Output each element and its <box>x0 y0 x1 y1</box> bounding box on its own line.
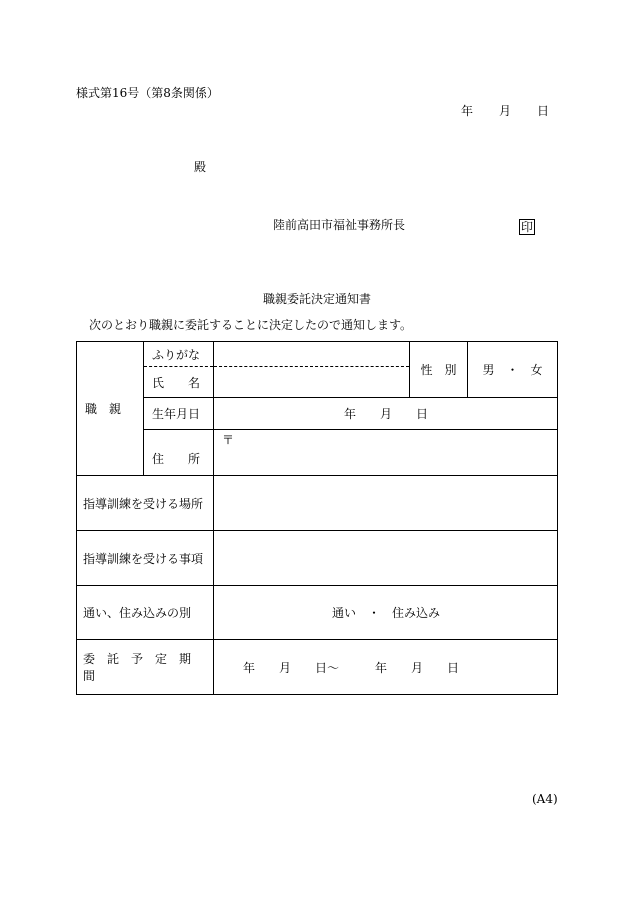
training-place-label-cell <box>77 476 214 531</box>
furigana-field[interactable] <box>214 342 410 367</box>
addressee-suffix: 殿 <box>194 160 207 174</box>
training-place-field[interactable] <box>214 476 558 531</box>
commute-options-field[interactable] <box>214 586 558 640</box>
period-label: 委 託 予 定 期 間 <box>83 652 204 683</box>
commute-options[interactable]: 通い ・ 住み込み <box>332 606 441 620</box>
form-table <box>76 341 558 695</box>
seal-text: 印 <box>521 220 534 234</box>
commute-label-cell <box>77 586 214 640</box>
commute-label: 通い、住み込みの別 <box>83 606 192 620</box>
training-items-label: 指導訓練を受ける事項 <box>83 551 204 566</box>
paper-size: (A4) <box>532 792 558 806</box>
birthdate-label-cell <box>144 398 214 430</box>
training-place-label: 指導訓練を受ける場所 <box>83 496 204 511</box>
seal-mark <box>519 216 535 235</box>
issue-date-day: 日 <box>536 104 549 118</box>
address-label: 住 所 <box>152 452 201 466</box>
furigana-label: ふりがな <box>152 347 201 362</box>
sex-label-cell <box>410 342 468 398</box>
issue-date <box>461 104 549 118</box>
period-field[interactable] <box>214 640 558 695</box>
issue-date-year: 年 <box>461 104 474 118</box>
birthdate-value: 年 月 日 <box>344 407 429 421</box>
birthdate-field[interactable] <box>214 398 558 430</box>
postal-mark: 〒 <box>222 433 235 447</box>
period-label-cell <box>77 640 214 695</box>
shokuoya-section-label: 職 親 <box>85 402 122 416</box>
address-label-cell <box>144 430 214 476</box>
intro-text: 次のとおり職親に委託することに決定したので通知します。 <box>89 318 413 332</box>
sex-options[interactable]: 男 ・ 女 <box>482 363 543 377</box>
training-items-label-cell <box>77 531 214 586</box>
form-number: 様式第16号（第8条関係） <box>76 86 219 100</box>
furigana-label-cell <box>144 342 214 367</box>
issue-date-month: 月 <box>498 104 511 118</box>
training-items-field[interactable] <box>214 531 558 586</box>
shokuoya-section-cell <box>77 342 144 476</box>
name-label: 氏 名 <box>152 375 201 390</box>
issuer-name: 陸前高田市福祉事務所長 <box>273 218 406 232</box>
address-field[interactable] <box>214 430 558 476</box>
period-value: 年 月 日〜 年 月 日 <box>243 660 460 675</box>
name-field[interactable] <box>214 367 410 398</box>
sex-label: 性 別 <box>420 363 457 377</box>
document-title: 職親委託決定通知書 <box>263 292 372 306</box>
birthdate-label: 生年月日 <box>152 407 201 421</box>
sex-options-cell[interactable] <box>468 342 558 398</box>
name-label-cell <box>144 367 214 398</box>
